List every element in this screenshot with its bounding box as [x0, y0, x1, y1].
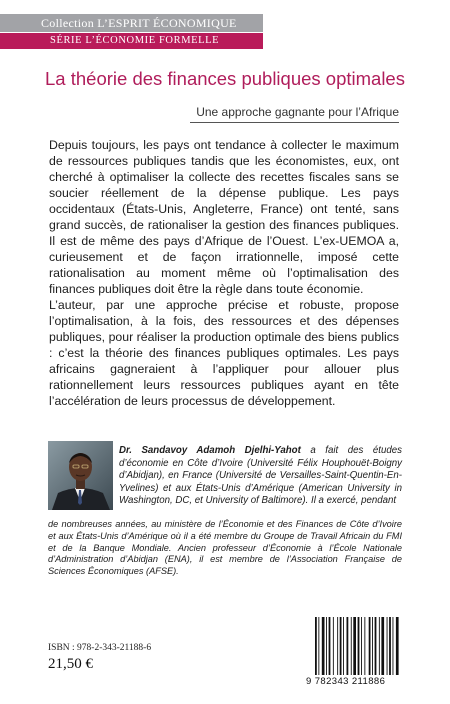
back-cover-text: [49, 137, 399, 409]
author-photo: [48, 441, 113, 510]
serie-band: [0, 33, 263, 49]
paragraph-1: Depuis toujours, les pays ont tendance à collecter le maximum de ressources publiques tandis que les économistes, eux, ont cherché à optimaliser la collecte des recettes fiscales sans se soucier réellement de la dépense publique. Les pays occidentaux (États-Unis, Angleterre, France) ont tenté, sans grand succès, de rationaliser la gestion des finances publiques. Il est de même des pays d’Afrique de l’Ouest. L’ex-UEMOA a, curieusement et de façon irrationnelle, imposé cette rationalisation au moment même où l’optimalisation des finances publiques doit être la règle dans toute économie.: [49, 138, 399, 296]
isbn: ISBN : 978-2-343-21188-6: [48, 643, 152, 653]
author-portrait-image: [48, 441, 113, 510]
book-title: La théorie des finances publiques optimales: [45, 68, 405, 89]
author-name: Dr. Sandavoy Adamoh Djelhi-Yahot: [119, 445, 301, 456]
barcode-digits: 9 782343 211886: [306, 676, 386, 687]
author-bio-bottom: de nombreuses années, au ministère de l’Économie et des Finances de Côte d’Ivoire et aux États-Unis d’Amérique où il a été membre du Groupe de Travail Africain du FMI et de la Banque Mondiale. Ancien professeur d’Économie à l’École Nationale d’Administration d’Abidjan (ENA), il est membre de l’Association Française de Sciences Économiques (AFSE).: [48, 519, 402, 577]
paragraph-2: L’auteur, par une approche précise et robuste, propose l’optimalisation, à la fois, des ressources et des dépenses publiques, pour réaliser la production optimale des biens publics : c’est la théorie des finances publiques optimales. Les pays africains gagneraient à l’appliquer pour allouer plus rationnellement leurs ressources publiques ayant en tête l’accélération de leurs processus de développement.: [49, 298, 399, 408]
subtitle-rule: [190, 122, 399, 123]
author-bio-top-text: a fait des études d’économie en Côte d’Ivoire (Université Félix Houphouët-Boigny d’Abidjan), en France (Université de Versailles-Saint-Quentin-En-Yvelines) et aux États-Unis d’Amérique (American University in Washington, DC, et University of Baltimore). Il a exercé, pendant: [119, 445, 403, 506]
author-bio-top: [119, 445, 402, 508]
price: 21,50 €: [48, 656, 93, 672]
serie-label: SÉRIE L’ÉCONOMIE FORMELLE: [50, 35, 220, 46]
collection-label: Collection L’ESPRIT ÉCONOMIQUE: [41, 16, 237, 30]
book-subtitle: Une approche gagnante pour l’Afrique: [196, 105, 399, 119]
collection-band: [0, 14, 263, 32]
barcode-image: [314, 617, 401, 675]
